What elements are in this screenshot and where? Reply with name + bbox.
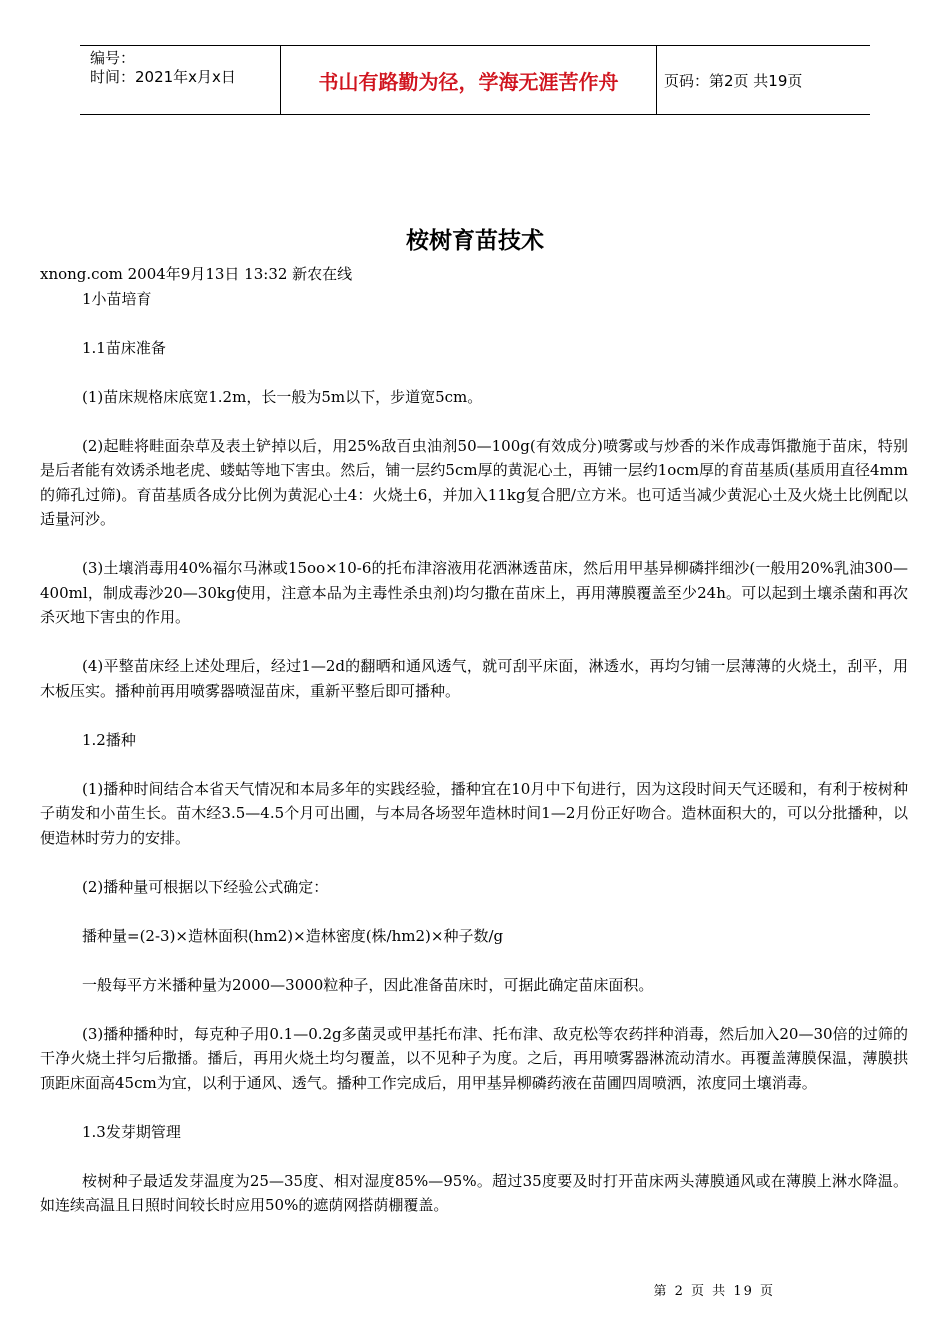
header-meta	[80, 46, 280, 114]
subsection-heading: 1.1苗床准备	[82, 338, 166, 357]
page-header	[80, 45, 870, 115]
paragraph: 一般每平方米播种量为2000—3000粒种子，因此准备苗床时，可据此确定苗床面积。	[82, 975, 654, 994]
header-page-info: 页码：第2页 共19页	[664, 71, 803, 90]
paragraph: 桉树种子最适发芽温度为25—35度、相对湿度85%—95%。超过35度要及时打开苗床两头薄膜通风或在薄膜上淋水降温。如连续高温且日照时间较长时应用50%的遮荫网搭荫棚覆盖。	[40, 1171, 908, 1214]
paragraph: (3)播种播种时，每克种子用0.1—0.2g多菌灵或甲基托布津、托布津、敌克松等农药拌种消毒，然后加入20—30倍的过筛的干净火烧土拌匀后撒播。播后，再用火烧土均匀覆盖，以不见种子为度。之后，再用喷雾器淋流动清水。再覆盖薄膜保温，薄膜拱顶距床面高45cm为宜，以利于通风、透气。播种工作完成后，用甲基异柳磷药液在苗圃四周喷洒，浓度同土壤消毒。	[40, 1024, 908, 1092]
paragraph: (3)土壤消毒用40%福尔马淋或15oo×10-6的托布津溶液用花洒淋透苗床，然后用甲基异柳磷拌细沙(一般用20%乳油300—400ml，制成毒沙20—30kg使用，注意本品为主毒性杀虫剂)均匀撒在苗床上，再用薄膜覆盖至少24h。可以起到土壤杀菌和再次杀灭地下害虫的作用。	[40, 559, 908, 626]
paragraph: (1)播种时间结合本省天气情况和本局多年的实践经验，播种宜在10月中下旬进行，因为这段时间天气还暖和，有利于桉树种子萌发和小苗生长。苗木经3.5—4.5个月可出圃，与本局各场翌年造林时间1—2月份正好吻合。造林面积大的，可以分批播种，以便造林时劳力的安排。	[40, 779, 908, 847]
subsection-heading: 1.2播种	[82, 730, 136, 749]
source-meta: xnong.com 2004年9月13日 13:32 新农在线	[40, 265, 353, 283]
paragraph: (2)播种量可根据以下经验公式确定：	[82, 877, 329, 896]
paragraph: (2)起畦将畦面杂草及表土铲掉以后，用25%敌百虫油剂50—100g(有效成分)喷雾或与炒香的米作成毒饵撒施于苗床，特别是后者能有效诱杀地老虎、蝼蛄等地下害虫。然后，铺一层约5cm厚的黄泥心土，再铺一层约1ocm厚的育苗基质(基质用直径4mm的筛孔过筛)。育苗基质各成分比例为黄泥心土4：火烧土6，并加入11kg复合肥/立方米。也可适当减少黄泥心土及火烧土比例配以适量河沙。	[40, 436, 908, 528]
section-heading: 1小苗培育	[82, 289, 152, 308]
number-label: 编号：	[90, 49, 136, 67]
page-footer: 第 2 页 共 19 页	[653, 1284, 775, 1299]
time-label: 时间：2021年x月x日	[90, 68, 236, 86]
formula: 播种量=(2-3)×造林面积(hm2)×造林密度(株/hm2)×种子数/g	[82, 926, 504, 945]
paragraph: (4)平整苗床经上述处理后，经过1—2d的翻晒和通风透气，就可刮平床面，淋透水，再均匀铺一层薄薄的火烧土，刮平，用木板压实。播种前再用喷雾器喷湿苗床，重新平整后即可播种。	[40, 657, 908, 700]
subsection-heading: 1.3发芽期管理	[82, 1122, 181, 1141]
document-body	[40, 262, 908, 1218]
header-motto: 书山有路勤为径，学海无涯苦作舟	[280, 46, 657, 114]
paragraph: (1)苗床规格床底宽1.2m，长一般为5m以下，步道宽5cm。	[82, 387, 483, 406]
document-title: 桉树育苗技术	[406, 228, 544, 254]
